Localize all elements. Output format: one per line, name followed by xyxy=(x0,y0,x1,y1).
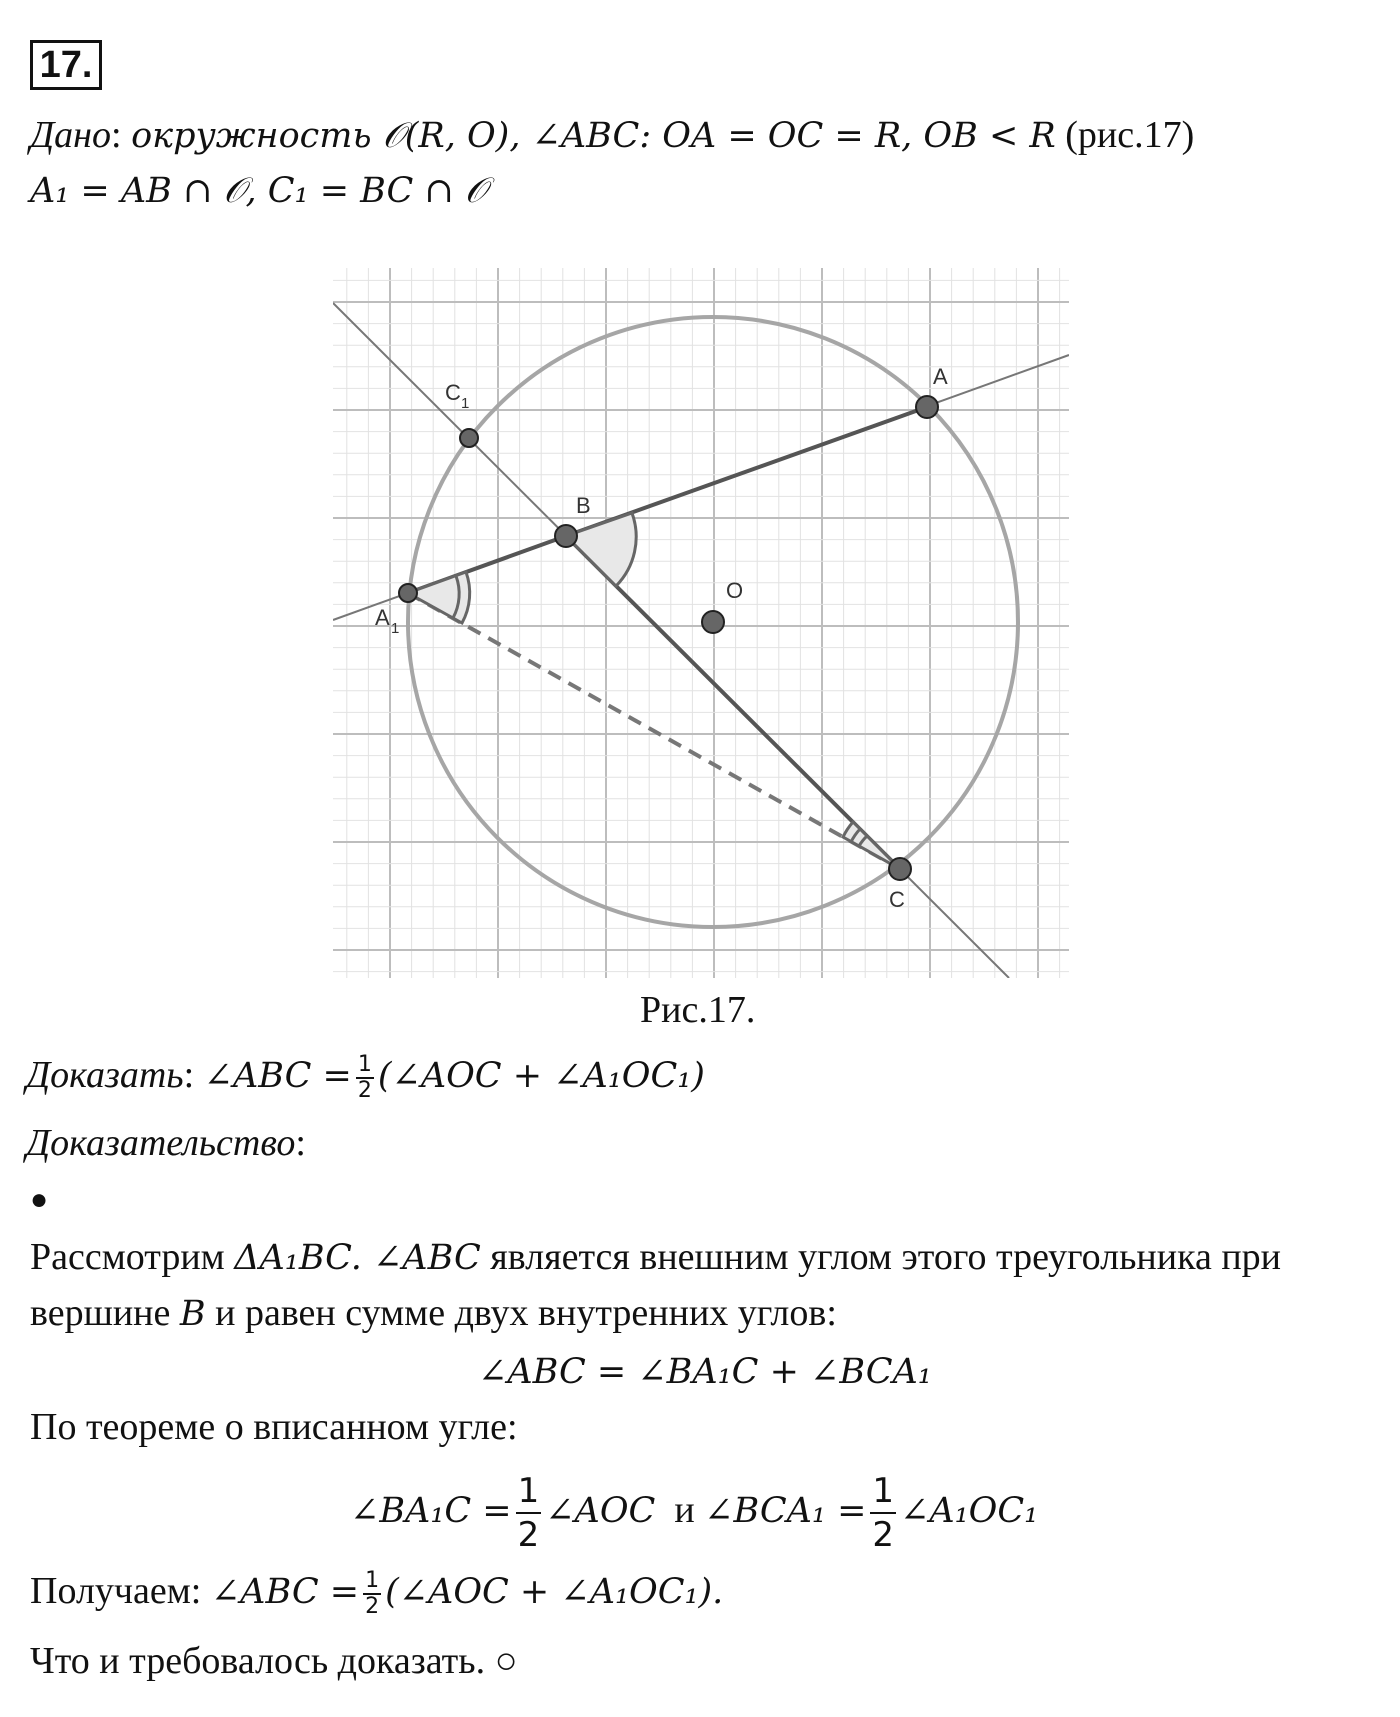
angle-abc-arc xyxy=(566,513,636,586)
label-o: O xyxy=(726,578,744,603)
result-line: Получаем: ∠ABC = $\frac{1}{2}$ (∠AOC + ∠A₁OC₁). xyxy=(30,1568,724,1620)
prove-line: Доказать: ∠ABC = $\frac{1}{2}$ (∠AOC + ∠A₁OC₁) xyxy=(26,1052,705,1104)
figure-caption: Рис.17. xyxy=(640,989,756,1031)
proof-label: Доказательство xyxy=(26,1122,296,1164)
given-ref: (рис.17) xyxy=(1065,114,1195,156)
prove-fraction: $\frac{1}{2}$ xyxy=(357,1052,372,1104)
label-a1: A xyxy=(375,605,390,630)
proof-line-1: Рассмотрим ΔA₁BC. ∠ABC является внешним углом этого треугольника при xyxy=(30,1236,1282,1278)
given-line-1: Дано: окружность 𝒪(R, O), ∠ABC: OA = OC = R, OB < R (рис.17) xyxy=(30,114,1195,156)
proof-line-2: вершине B и равен сумме двух внутренних углов: xyxy=(30,1292,837,1334)
point-a xyxy=(916,396,938,418)
equation-1: ∠ABC = ∠BA₁C + ∠BCA₁ xyxy=(478,1352,932,1392)
result-fraction: $\frac{1}{2}$ xyxy=(365,1568,380,1620)
label-b: B xyxy=(576,493,591,518)
label-c: C xyxy=(889,887,905,912)
label-c1: C xyxy=(445,380,461,405)
given-label: Дано xyxy=(30,114,112,156)
proof-line-3: По теореме о вписанном угле: xyxy=(30,1406,518,1448)
given-text: окружность 𝒪(R, O), ∠ABC: OA = OC = R, OB < R xyxy=(131,116,1056,156)
equation-2-fraction-1: $\frac{1}{2}$ xyxy=(517,1471,540,1556)
point-a1 xyxy=(399,584,417,602)
equation-2-fraction-2: $\frac{1}{2}$ xyxy=(872,1471,895,1556)
point-c1 xyxy=(460,429,478,447)
proof-bullet: ● xyxy=(30,1183,49,1216)
segment-a1c-dashed xyxy=(408,593,900,869)
label-a1-sub: 1 xyxy=(391,620,400,637)
qed-line: Что и требовалось доказать. ○ xyxy=(30,1640,518,1682)
proof-heading: Доказательство: xyxy=(26,1122,306,1164)
given-line-2 xyxy=(30,165,487,216)
point-c xyxy=(889,858,911,880)
equation-2: ∠BA₁C = $\frac{1}{2}$ ∠AOC и ∠BCA₁ = $\frac{1}{2}$ ∠A₁OC₁ xyxy=(350,1471,1039,1556)
point-o xyxy=(702,611,724,633)
grid xyxy=(333,268,1069,978)
label-c1-sub: 1 xyxy=(461,395,470,412)
label-a: A xyxy=(933,364,948,389)
prove-left: ∠ABC = xyxy=(203,1056,352,1096)
point-b xyxy=(555,525,577,547)
prove-label: Доказать xyxy=(26,1054,184,1096)
given-intersections: A₁ = AB ∩ 𝒪, C₁ = BC ∩ 𝒪 xyxy=(30,171,487,211)
geometry-figure xyxy=(333,268,1069,978)
prove-right: (∠AOC + ∠A₁OC₁) xyxy=(377,1056,705,1096)
problem-number: 17. xyxy=(30,40,102,90)
